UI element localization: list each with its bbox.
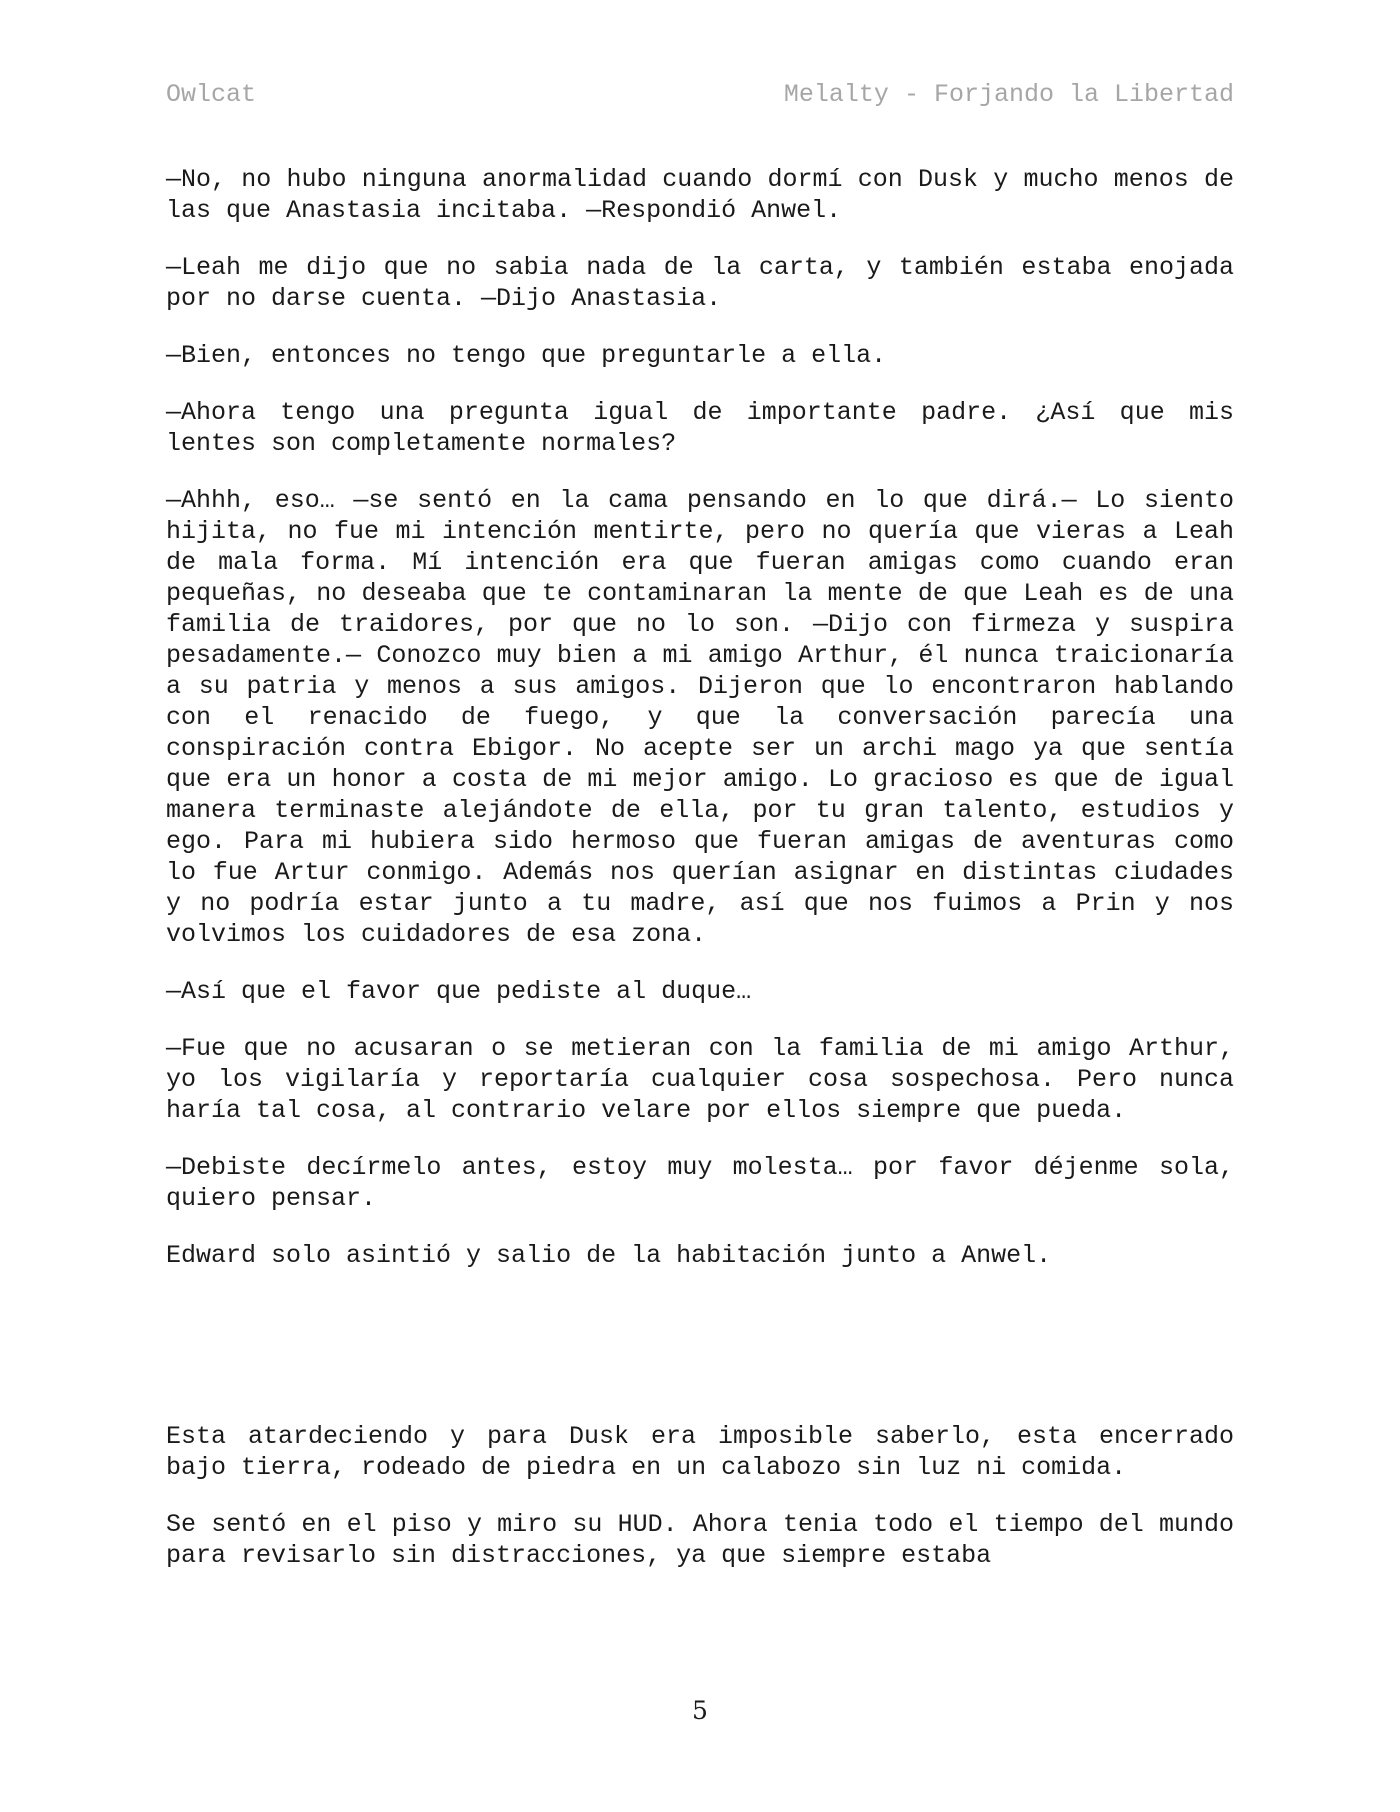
header-title: Melalty - Forjando la Libertad	[783, 80, 1234, 109]
page-number: 5	[692, 1696, 708, 1725]
paragraph: —No, no hubo ninguna anormalidad cuando dormí con Dusk y mucho menos de las que Anastasia incitaba. —Respondió Anwel.	[166, 165, 1234, 225]
scene-break	[166, 1297, 1234, 1421]
paragraph: —Bien, entonces no tengo que preguntarle a ella.	[166, 341, 887, 370]
paragraph: —Así que el favor que pediste al duque…	[166, 977, 752, 1006]
paragraph: Se sentó en el piso y miro su HUD. Ahora tenia todo el tiempo del mundo para revisarlo sin distracciones, ya que siempre estaba	[166, 1510, 1234, 1570]
paragraph: Esta atardeciendo y para Dusk era imposible saberlo, esta encerrado bajo tierra, rodeado de piedra en un calabozo sin luz ni comida.	[166, 1422, 1234, 1482]
paragraph: —Ahhh, eso… —se sentó en la cama pensando en lo que dirá.— Lo siento hijita, no fue mi intención mentirte, pero no quería que vieras a Leah de mala forma. Mí intención era que fueran amigas como cuando eran pequeñas, no deseaba que te contaminaran la mente de que Leah es de una familia de traidores, por que no lo son. —Dijo con firmeza y suspira pesadamente.— Conozco muy bien a mi amigo Arthur, él nunca traicionaría a su patria y menos a sus amigos. Dijeron que lo encontraron hablando con el renacido de fuego, y que la conversación parecía una conspiración contra Ebigor. No acepte ser un archi mago ya que sentía que era un honor a costa de mi mejor amigo. Lo gracioso es que de igual manera terminaste alejándote de ella, por tu gran talento, estudios y ego. Para mi hubiera sido hermoso que fueran amigas de aventuras como lo fue Artur conmigo. Además nos querían asignar en distintas ciudades y no podría estar junto a tu madre, así que nos fuimos a Prin y nos volvimos los cuidadores de esa zona.	[166, 486, 1234, 949]
paragraph: —Fue que no acusaran o se metieran con la familia de mi amigo Arthur, yo los vigilaría y reportaría cualquier cosa sospechosa. Pero nunca haría tal cosa, al contrario velare por ellos siempre que pueda.	[166, 1034, 1234, 1125]
paragraph: —Leah me dijo que no sabia nada de la carta, y también estaba enojada por no darse cuenta. —Dijo Anastasia.	[166, 253, 1234, 313]
header-author: Owlcat	[166, 80, 257, 109]
page-header	[166, 80, 1234, 120]
paragraph: Edward solo asintió y salio de la habitación junto a Anwel.	[166, 1241, 1052, 1270]
paragraph: —Debiste decírmelo antes, estoy muy molesta… por favor déjenme sola, quiero pensar.	[166, 1153, 1234, 1213]
body-text	[166, 164, 1234, 1597]
paragraph: —Ahora tengo una pregunta igual de importante padre. ¿Así que mis lentes son completamente normales?	[166, 398, 1234, 458]
